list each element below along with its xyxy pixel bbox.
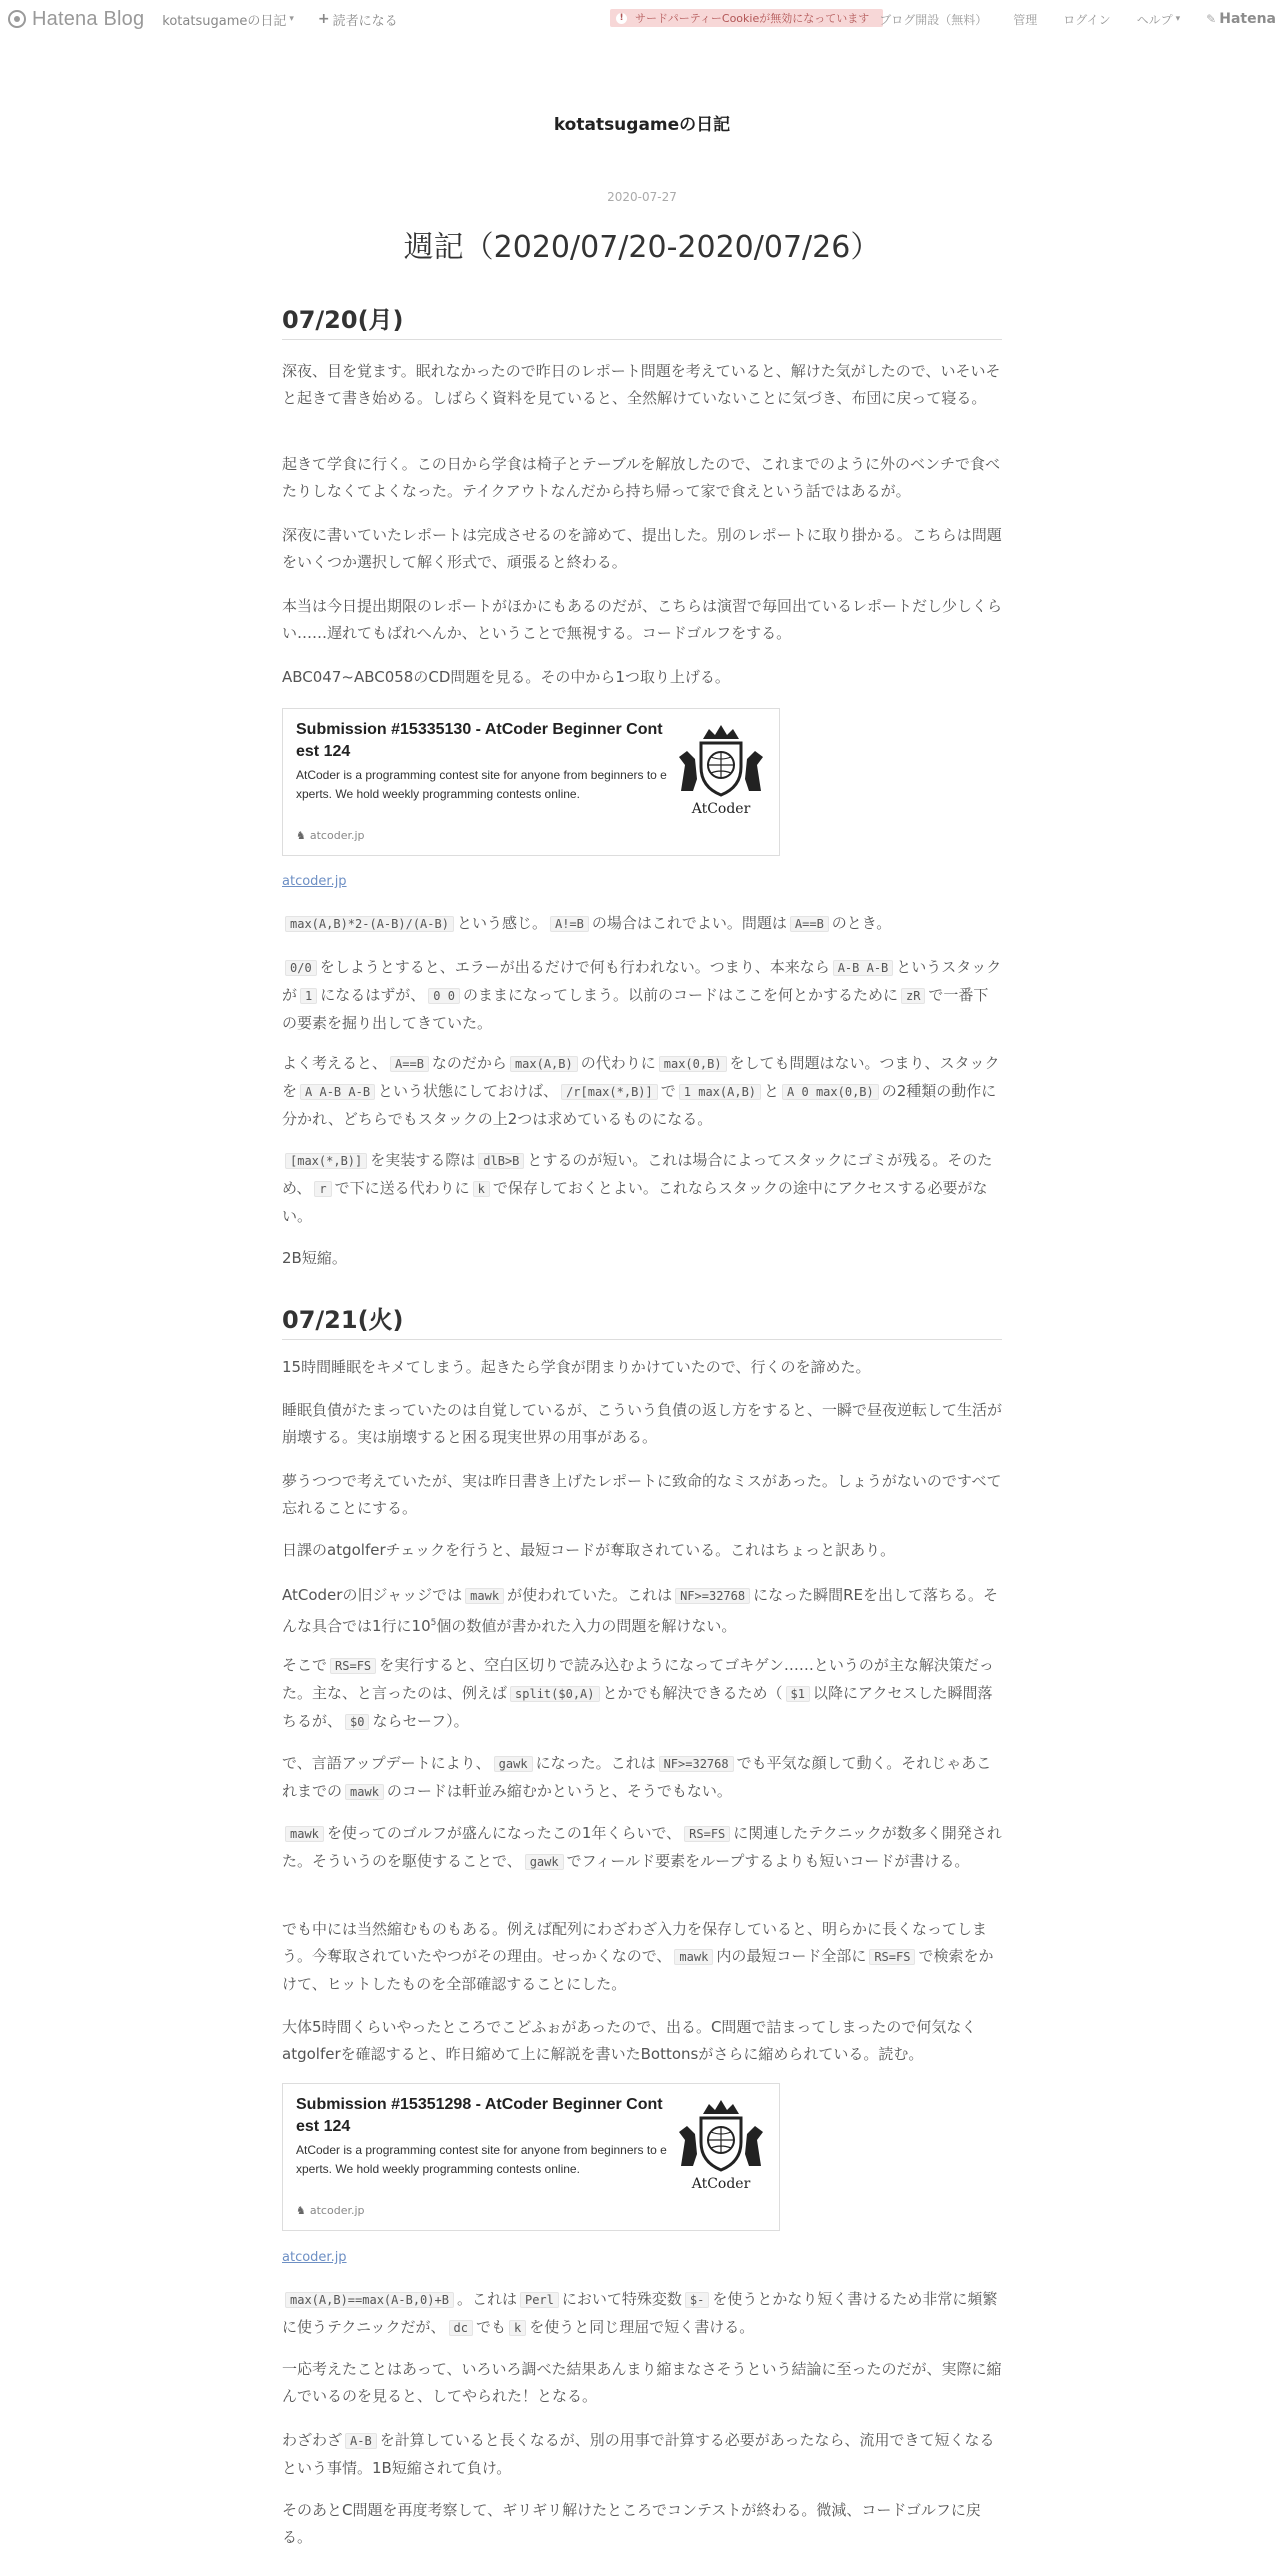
paragraph: 睡眠負債がたまっていたのは自覚しているが、こういう負債の返し方をすると、一瞬で昼夜逆転して生活が崩壊する。実は崩壊すると困る現実世界の用事がある。 [282,1401,1003,1446]
text: という感じ。 [456,914,547,932]
plus-icon: + [317,11,330,27]
paragraph [282,1147,1002,1230]
card-site-label: atcoder.jp [309,2204,365,2217]
text: とするのが短い。これは場合によってスタックにゴミが残る。そのため、 [282,1151,993,1197]
text: になった。これは [535,1754,656,1772]
text: の代わりに [580,1054,656,1072]
paragraph: 深夜、目を覚ます。眠れなかったので昨日のレポート問題を考えていると、解けた気がしたので、いそいそと起きて書き始める。しばらく資料を見ていると、全然解けていないことに気づき、布団に戻って寝る。 [282,362,1001,407]
inline-code: k [473,1181,490,1197]
inline-code: r [314,1181,331,1197]
inline-code: max(A,B)==max(A-B,0)+B [285,2292,454,2308]
brand-name: Hatena Blog [32,7,145,30]
text: において特殊変数 [561,2290,682,2308]
text: が使われていた。これは [507,1586,673,1604]
subscribe-label: 読者になる [332,13,398,29]
card-title[interactable]: Submission #15351298 - AtCoder Beginner Contest 124 [296,2096,663,2135]
inline-code: gawk [525,1854,564,1870]
inline-code: 1 [300,988,317,1004]
hatena-blog-icon [8,10,26,28]
text: をしても問題はない。つまり、スタックを [282,1054,1000,1100]
inline-code: mawk [285,1826,324,1842]
paragraph: ABC047~ABC058のCD問題を見る。その中から1つ取り上げる。 [282,668,730,686]
text: AtCoderの旧ジャッジでは [282,1586,463,1604]
inline-code: $- [685,2292,709,2308]
atcoder-logo [673,721,769,821]
embed-card[interactable] [282,2083,780,2231]
text: を使うと同じ理屈で短く書ける。 [529,2318,755,2336]
card-description: AtCoder is a programming contest site for anyone from beginners to experts. We hold weekly programming contests online. [296,2143,667,2176]
text: よく考えると、 [282,1054,388,1072]
text: とかでも解決できるため（ [602,1684,783,1702]
cookie-notice-text: サードパーティーCookieが無効になっています [635,12,870,25]
text: を使ってのゴルフが盛んになったこの1年くらいで、 [326,1824,682,1842]
text: で一番下の要素を掘り出してきていた。 [282,986,989,1032]
text: で下に送る代わりに [334,1179,470,1197]
card-description: AtCoder is a programming contest site for anyone from beginners to experts. We hold weekly programming contests online. [296,768,667,801]
embed-card[interactable] [282,708,780,856]
text: 個の数値が書かれた入力の問題を解けない。 [436,1617,737,1635]
text: を使うとかなり短く書けるため非常に頻繁に使うテクニックだが、 [282,2290,998,2336]
text: 以降にアクセスした瞬間落ちるが、 [282,1684,993,1730]
entry-title[interactable]: 週記（2020/07/20-2020/07/26） [403,230,881,265]
paragraph [282,1916,1002,1998]
text: の2種類の動作に分かれ、どちらでもスタックの上2つは求めているものになる。 [282,1082,997,1128]
inline-code: max(A,B)*2-(A-B)/(A-B) [285,916,454,932]
inline-code: /r[max(*,B)] [561,1084,658,1100]
text: を実装する際は [370,1151,476,1169]
paragraph [282,1820,1002,1876]
inline-code: 0/0 [285,960,317,976]
paragraph [282,954,1002,1037]
text: で保存しておくとよい。これならスタックの途中にアクセスする必要がない。 [282,1179,988,1225]
text: で検索をかけて、ヒットしたものを全部確認することにした。 [282,1947,994,1993]
paragraph: 一応考えたことはあって、いろいろ調べた結果あんまり縮まなさそうという結論に至ったのだが、実際に縮んでいるのを見ると、してやられた！となる。 [282,2360,1002,2405]
hatena-logo[interactable] [1206,11,1276,27]
hatena-icon: ✎ [1206,12,1217,26]
inline-code: $1 [786,1686,810,1702]
paragraph [282,2286,1002,2342]
superscript: 5 [430,1618,437,1628]
inline-code: A 0 max(0,B) [782,1084,879,1100]
paragraph: 本当は今日提出期限のレポートがほかにもあるのだが、こちらは演習で毎回出ているレポートだし少しくらい……遅れてもばれへんか、ということで無視する。コードゴルフをする。 [282,597,1003,642]
text: でも中には当然縮むものもある。例えば配列にわざわざ入力を保存していると、明らかに長くなってしまう。今奪取されていたやつがその理由。せっかくなので、 [282,1920,988,1965]
paragraph [282,1652,1002,1736]
text: わざわざ [282,2431,343,2449]
source-link[interactable]: atcoder.jp [282,2250,347,2265]
card-site[interactable] [296,2204,365,2217]
help-label: ヘルプ [1136,12,1173,27]
text: になった瞬間REを出して落ちる。そんな具合では1行に10 [282,1586,999,1635]
inline-code: mawk [345,1784,384,1800]
text: で [660,1082,676,1100]
atcoder-logo [673,2096,769,2196]
inline-code: A-B [345,2433,377,2449]
paragraph: 夢うつつで考えていたが、実は昨日書き上げたレポートに致命的なミスがあった。しょうがないのですべて忘れることにする。 [282,1472,1002,1517]
text: でフィールド要素をループするよりも短いコードが書ける。 [566,1852,970,1870]
inline-code: Perl [520,2292,559,2308]
paragraph: 日課のatgolferチェックを行うと、最短コードが奪取されている。これはちょっと訳あり。 [282,1541,896,1559]
inline-code: dlB>B [478,1153,524,1169]
card-title[interactable]: Submission #15335130 - AtCoder Beginner Contest 124 [296,721,663,760]
inline-code: RS=FS [684,1826,730,1842]
inline-code: split($0,A) [510,1686,599,1702]
section-heading: 07/20(月) [282,300,1002,340]
card-site-label: atcoder.jp [309,829,365,842]
inline-code: gawk [494,1756,533,1772]
inline-code: 1 max(A,B) [679,1084,761,1100]
site-favicon-icon: ♞ [296,829,306,842]
paragraph: そのあとC問題を再度考察して、ギリギリ解けたところでコンテストが終わる。微減、コードゴルフに戻る。 [282,2501,981,2546]
inline-code: mawk [465,1588,504,1604]
text: というスタックが [282,958,1002,1004]
blog-menu[interactable] [162,10,294,29]
paragraph [282,1050,1002,1133]
paragraph: 深夜に書いていたレポートは完成させるのを諦めて、提出した。別のレポートに取り掛かる。こちらは問題をいくつか選択して解く形式で、頑張ると終わる。 [282,526,1002,571]
inline-code: A==B [790,916,829,932]
text: なのだから [431,1054,507,1072]
open-blog-link[interactable]: ブログ開設（無料） [879,12,988,27]
inline-code: $0 [345,1714,369,1730]
inline-code: 0 0 [428,988,460,1004]
text: 。これは [456,2290,517,2308]
inline-code: NF>=32768 [659,1756,734,1772]
site-favicon-icon: ♞ [296,2204,306,2217]
text: で、言語アップデートにより、 [282,1754,491,1772]
inline-code: [max(*,B)] [285,1153,367,1169]
paragraph [282,910,1002,938]
inline-code: k [509,2320,526,2336]
hatena-blog-logo[interactable] [8,8,144,31]
text: という状態にしておけば、 [378,1082,559,1100]
logo-text: AtCoder [691,801,751,817]
inline-code: mawk [674,1949,713,1965]
inline-code: A A-B A-B [300,1084,375,1100]
inline-code: A-B A-B [833,960,894,976]
login-link[interactable]: ログイン [1063,12,1111,27]
inline-code: max(0,B) [659,1056,727,1072]
text: でも [475,2318,506,2336]
inline-code: A==B [390,1056,429,1072]
global-header [0,0,1284,38]
section-heading: 07/21(火) [282,1300,1002,1340]
text: 内の最短コード全部に [716,1947,867,1965]
manage-link[interactable]: 管理 [1013,12,1038,27]
info-icon: ! [616,13,627,24]
blog-title[interactable]: kotatsugameの日記 [553,115,731,135]
inline-code: A!=B [550,916,589,932]
inline-code: zR [901,988,925,1004]
atcoder-crest-icon [673,721,769,801]
text: そこで [282,1656,328,1674]
paragraph: 2B短縮。 [282,1249,347,1267]
paragraph: 起きて学食に行く。この日から学食は椅子とテーブルを解放したので、これまでのように外のベンチで食べたりしなくてよくなった。テイクアウトなんだから持ち帰って家で食えという話ではあるが。 [282,455,1001,500]
atcoder-crest-icon [673,2096,769,2176]
blog-menu-label: kotatsugameの日記 [162,13,287,29]
inline-code: dc [449,2320,473,2336]
hatena-label: Hatena [1219,11,1276,27]
source-link[interactable]: atcoder.jp [282,874,347,889]
paragraph: 大体5時間くらいやったところでこどふぉがあったので、出る。C問題で詰まってしまったので何気なくatgolferを確認すると、昨日縮めて上に解説を書いたBottonsがさらに縮められている。読む。 [282,2018,977,2063]
text: を実行すると、空白区切りで読み込むようになってゴキゲン……というのが主な解決策だった。主な、と言ったのは、例えば [282,1656,994,1702]
cookie-notice[interactable] [610,9,883,27]
text: でも平気な顔して動く。それじゃあこれまでの [282,1754,992,1800]
caret-down-icon: ▾ [1175,14,1181,24]
caret-down-icon: ▾ [289,14,294,24]
text: を計算していると長くなるが、別の用事で計算する必要があったなら、流用できて短くなるという事情。1B短縮されて負け。 [282,2431,995,2477]
text: の場合はこれでよい。問題は [591,914,787,932]
inline-code: NF>=32768 [675,1588,750,1604]
help-menu[interactable] [1137,11,1181,28]
text: に関連したテクニックが数多く開発された。そういうのを駆使することで、 [282,1824,1002,1870]
inline-code: max(A,B) [510,1056,578,1072]
inline-code: RS=FS [869,1949,915,1965]
card-site[interactable] [296,829,365,842]
inline-code: RS=FS [330,1658,376,1674]
logo-text: AtCoder [691,2176,751,2192]
paragraph [282,1750,1002,1806]
text: のコードは軒並み縮むかというと、そうでもない。 [386,1782,732,1800]
text: のとき。 [831,914,892,932]
paragraph [282,1582,1002,1640]
entry-date[interactable]: 2020-07-27 [607,190,677,204]
text: になるはずが、 [320,986,426,1004]
subscribe-button[interactable] [318,10,398,29]
text: と [764,1082,780,1100]
paragraph [282,2427,1002,2482]
text: をしようとすると、エラーが出るだけで何も行われない。つまり、本来なら [319,958,830,976]
text: のままになってしまう。以前のコードはここを何とかするために [462,986,898,1004]
text: ならセーフ）。 [372,1712,469,1730]
paragraph: 15時間睡眠をキメてしまう。起きたら学食が閉まりかけていたので、行くのを諦めた。 [282,1358,871,1376]
